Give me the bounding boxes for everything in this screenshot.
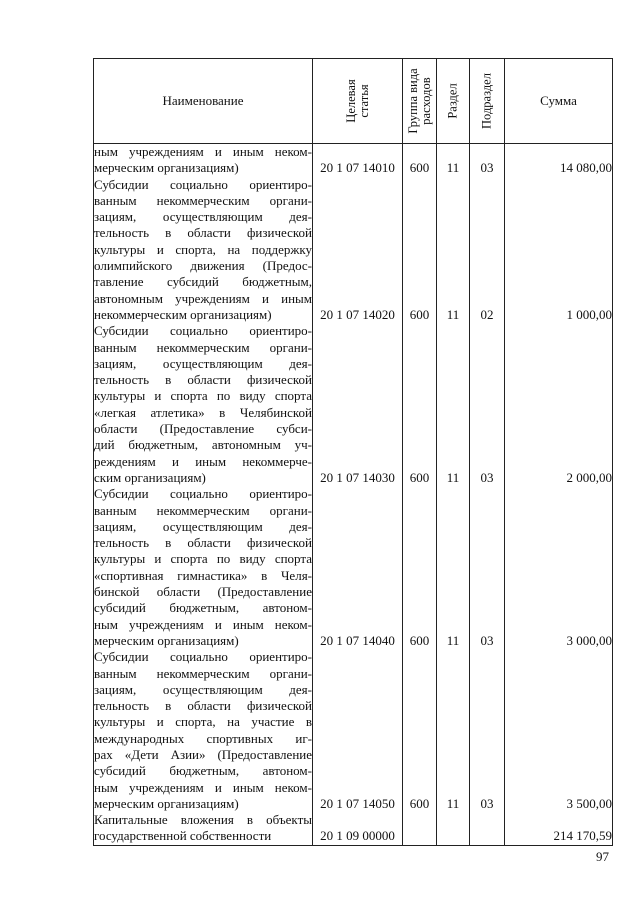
header-name: Наименование [94, 59, 313, 144]
row-name-line: государственной собственности [94, 828, 272, 844]
row-name-line: «спортивная гимнастика» в Челя- [94, 567, 312, 583]
row-name [94, 144, 313, 177]
row-name-line: Субсидии социально ориентиро- [94, 649, 312, 665]
row-group: 600 [403, 486, 437, 649]
row-sum: 2 000,00 [505, 323, 613, 486]
row-name [94, 323, 313, 486]
row-name-line: ванным некоммерческим органи- [94, 192, 312, 208]
header-sum: Сумма [505, 59, 613, 144]
row-article: 20 1 07 14040 [313, 486, 403, 649]
row-name-line: реждениям и иным некоммерче- [94, 453, 312, 469]
row-group: 600 [403, 649, 437, 812]
row-name-line: «легкая атлетика» в Челябинской [94, 404, 312, 420]
row-group: 600 [403, 177, 437, 324]
header-subsection [470, 59, 505, 144]
table-row [94, 649, 613, 812]
row-name-line: международных спортивных иг- [94, 730, 312, 746]
page-number: 97 [596, 849, 609, 864]
row-name-line: автономным учреждениям и иным [94, 290, 312, 306]
row-name-line: бинской области (Предоставление [94, 584, 312, 600]
row-name-line: ным учреждениям и иным неком- [94, 144, 312, 159]
header-article [313, 59, 403, 144]
budget-table [93, 58, 613, 846]
table-row [94, 323, 613, 486]
row-section: 11 [437, 486, 470, 649]
row-sum: 3 500,00 [505, 649, 613, 812]
table-row [94, 177, 613, 324]
row-name-line: дий бюджетным, автономным уч- [94, 437, 312, 453]
row-article: 20 1 07 14020 [313, 177, 403, 324]
row-name-line: Субсидии социально ориентиро- [94, 323, 312, 339]
row-name [94, 177, 313, 324]
row-subsection: 02 [470, 177, 505, 324]
row-name-line: зациям, осуществляющим дея- [94, 209, 312, 225]
table-row [94, 486, 613, 649]
row-name-line: субсидий бюджетным, автоном- [94, 600, 312, 616]
row-name-line: ским организациям) [94, 469, 206, 485]
row-section: 11 [437, 177, 470, 324]
row-name-line: ным учреждениям и иным неком- [94, 779, 312, 795]
row-sum: 214 170,59 [505, 812, 613, 845]
header-article-label: Целевая статья [343, 79, 371, 123]
row-name-line: Субсидии социально ориентиро- [94, 486, 312, 502]
header-section [437, 59, 470, 144]
row-subsection [470, 812, 505, 845]
row-name-line: культуры и спорта по виду спорта [94, 388, 312, 404]
row-name [94, 649, 313, 812]
row-name-line: ным учреждениям и иным неком- [94, 616, 312, 632]
header-group [403, 59, 437, 144]
row-article: 20 1 09 00000 [313, 812, 403, 845]
row-article: 20 1 07 14010 [313, 144, 403, 177]
header-group-label: Группа вида расходов [405, 68, 433, 134]
row-name-line: зациям, осуществляющим дея- [94, 518, 312, 534]
row-group: 600 [403, 323, 437, 486]
row-name-line: некоммерческим организациям) [94, 306, 272, 322]
row-name-line: Субсидии социально ориентиро- [94, 176, 312, 192]
header-subsection-label: Подраздел [479, 73, 494, 129]
row-name-line: тавление субсидий бюджетным, [94, 274, 312, 290]
row-name-line: ванным некоммерческим органи- [94, 339, 312, 355]
row-section: 11 [437, 649, 470, 812]
header-section-label: Раздел [445, 83, 460, 119]
row-article: 20 1 07 14030 [313, 323, 403, 486]
row-name-line: культуры и спорта, на поддержку [94, 241, 312, 257]
row-name-line: культуры и спорта по виду спорта [94, 551, 312, 567]
row-group: 600 [403, 144, 437, 177]
table-header [94, 59, 613, 144]
table-row [94, 812, 613, 845]
row-name-line: тельность в области физической [94, 698, 312, 714]
row-name-line: ванным некоммерческим органи- [94, 502, 312, 518]
row-subsection: 03 [470, 144, 505, 177]
row-name [94, 812, 313, 845]
row-group [403, 812, 437, 845]
row-sum: 3 000,00 [505, 486, 613, 649]
row-name-line: тельность в области физической [94, 535, 312, 551]
row-name-line: мерческим организациям) [94, 632, 239, 648]
table-body [94, 144, 613, 846]
row-name-line: области (Предоставление субси- [94, 421, 312, 437]
row-name-line: тельность в области физической [94, 225, 312, 241]
row-name-line: тельность в области физической [94, 372, 312, 388]
row-name-line: Капитальные вложения в объекты [94, 812, 312, 828]
row-name-line: субсидий бюджетным, автоном- [94, 763, 312, 779]
row-name-line: олимпийского движения (Предос- [94, 258, 312, 274]
row-article: 20 1 07 14050 [313, 649, 403, 812]
row-name-line: мерческим организациям) [94, 795, 239, 811]
row-subsection: 03 [470, 486, 505, 649]
row-sum: 14 080,00 [505, 144, 613, 177]
row-name-line: зациям, осуществляющим дея- [94, 355, 312, 371]
row-section: 11 [437, 323, 470, 486]
row-name [94, 486, 313, 649]
row-subsection: 03 [470, 649, 505, 812]
row-subsection: 03 [470, 323, 505, 486]
row-name-line: мерческим организациям) [94, 160, 239, 176]
row-section [437, 812, 470, 845]
row-sum: 1 000,00 [505, 177, 613, 324]
row-name-line: зациям, осуществляющим дея- [94, 681, 312, 697]
row-name-line: рах «Дети Азии» (Предоставление [94, 746, 312, 762]
row-name-line: культуры и спорта, на участие в [94, 714, 312, 730]
row-section: 11 [437, 144, 470, 177]
table-row [94, 144, 613, 177]
row-name-line: ванным некоммерческим органи- [94, 665, 312, 681]
